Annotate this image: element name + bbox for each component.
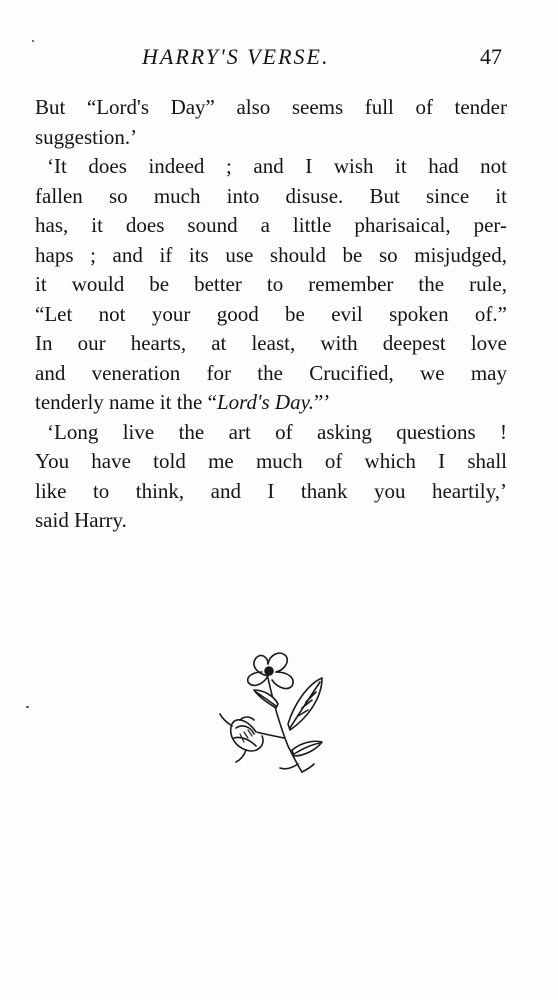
text-line: and veneration for the Crucified, we may (35, 360, 507, 385)
ink-speck (32, 40, 34, 42)
text-line: fallen so much into disuse. But since it (35, 183, 507, 208)
text-line: like to think, and I thank you heartily,’ (35, 478, 507, 503)
text-line: suggestion.’ (35, 124, 138, 149)
flower-ornament-icon (218, 646, 328, 776)
text-line: tenderly name it the “Lord's Day.”’ (35, 390, 331, 414)
text-line: “Let not your good be evil spoken of.” (35, 301, 507, 326)
running-title: HARRY'S VERSE. (142, 44, 330, 69)
body-text (35, 93, 507, 536)
text-line: haps ; and if its use should be so misjudged, (35, 242, 507, 267)
ink-speck (26, 706, 29, 708)
running-head (0, 44, 558, 74)
text-line: has, it does sound a little pharisaical, per- (35, 213, 507, 237)
text-line: ‘Long live the art of asking questions ! (47, 419, 507, 444)
text-line: In our hearts, at least, with deepest love (35, 331, 507, 355)
text-line: it would be better to remember the rule, (35, 272, 507, 296)
page-number: 47 (480, 44, 502, 69)
text-line: But “Lord's Day” also seems full of tender (35, 95, 507, 119)
italic-phrase: Lord's Day. (216, 390, 315, 414)
text-line: You have told me much of which I shall (35, 449, 507, 473)
text-line: ‘It does indeed ; and I wish it had not (47, 154, 507, 178)
text-line: said Harry. (35, 508, 127, 532)
